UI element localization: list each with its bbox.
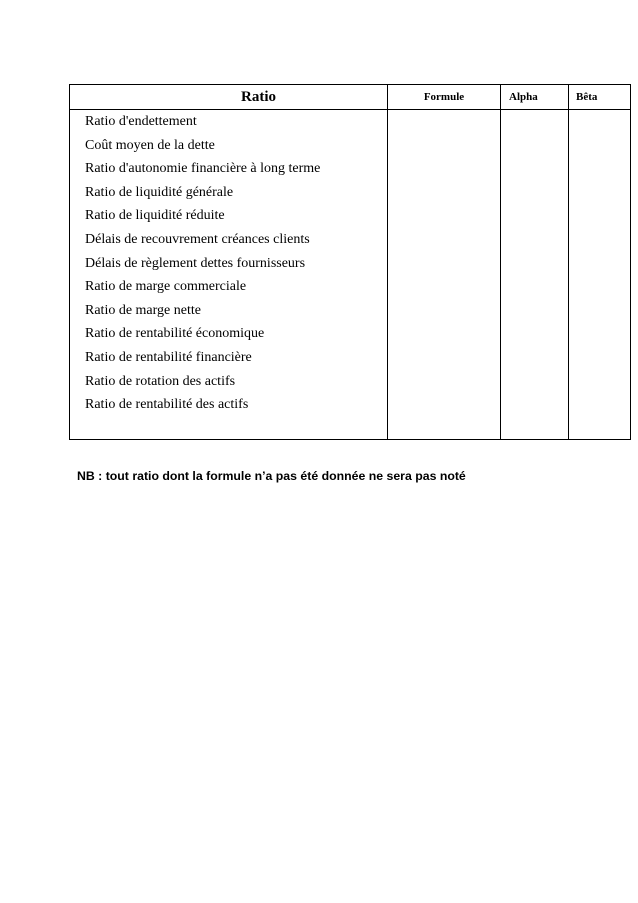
header-formule: Formule (388, 85, 501, 110)
ratio-item: Ratio de rotation des actifs (85, 373, 236, 389)
ratio-item: Ratio de liquidité générale (85, 184, 234, 200)
ratio-item: Ratio de rentabilité financière (85, 349, 252, 365)
ratio-table (69, 84, 631, 440)
header-ratio: Ratio (70, 85, 388, 110)
ratio-item: Délais de règlement dettes fournisseurs (85, 255, 306, 271)
ratio-list (70, 110, 387, 417)
ratio-item: Délais de recouvrement créances clients (85, 231, 310, 247)
ratio-cell (70, 110, 388, 440)
ratio-item: Ratio de marge commerciale (85, 279, 247, 295)
alpha-cell (501, 110, 569, 440)
table-body-row (70, 110, 631, 440)
ratio-item: Ratio de liquidité réduite (85, 208, 225, 224)
beta-cell (569, 110, 631, 440)
header-beta: Bêta (569, 85, 631, 110)
ratio-item: Coût moyen de la dette (85, 137, 215, 153)
ratio-item: Ratio de rentabilité économique (85, 326, 265, 342)
ratio-item: Ratio de rentabilité des actifs (85, 397, 249, 413)
ratio-item: Ratio d'endettement (85, 114, 197, 129)
header-alpha: Alpha (501, 85, 569, 110)
nb-note: NB : tout ratio dont la formule n’a pas été donnée ne sera pas noté (77, 469, 466, 483)
formule-cell (388, 110, 501, 440)
table-header-row (70, 85, 631, 110)
ratio-item: Ratio de marge nette (85, 302, 201, 318)
ratio-item: Ratio d'autonomie financière à long terme (85, 161, 321, 177)
